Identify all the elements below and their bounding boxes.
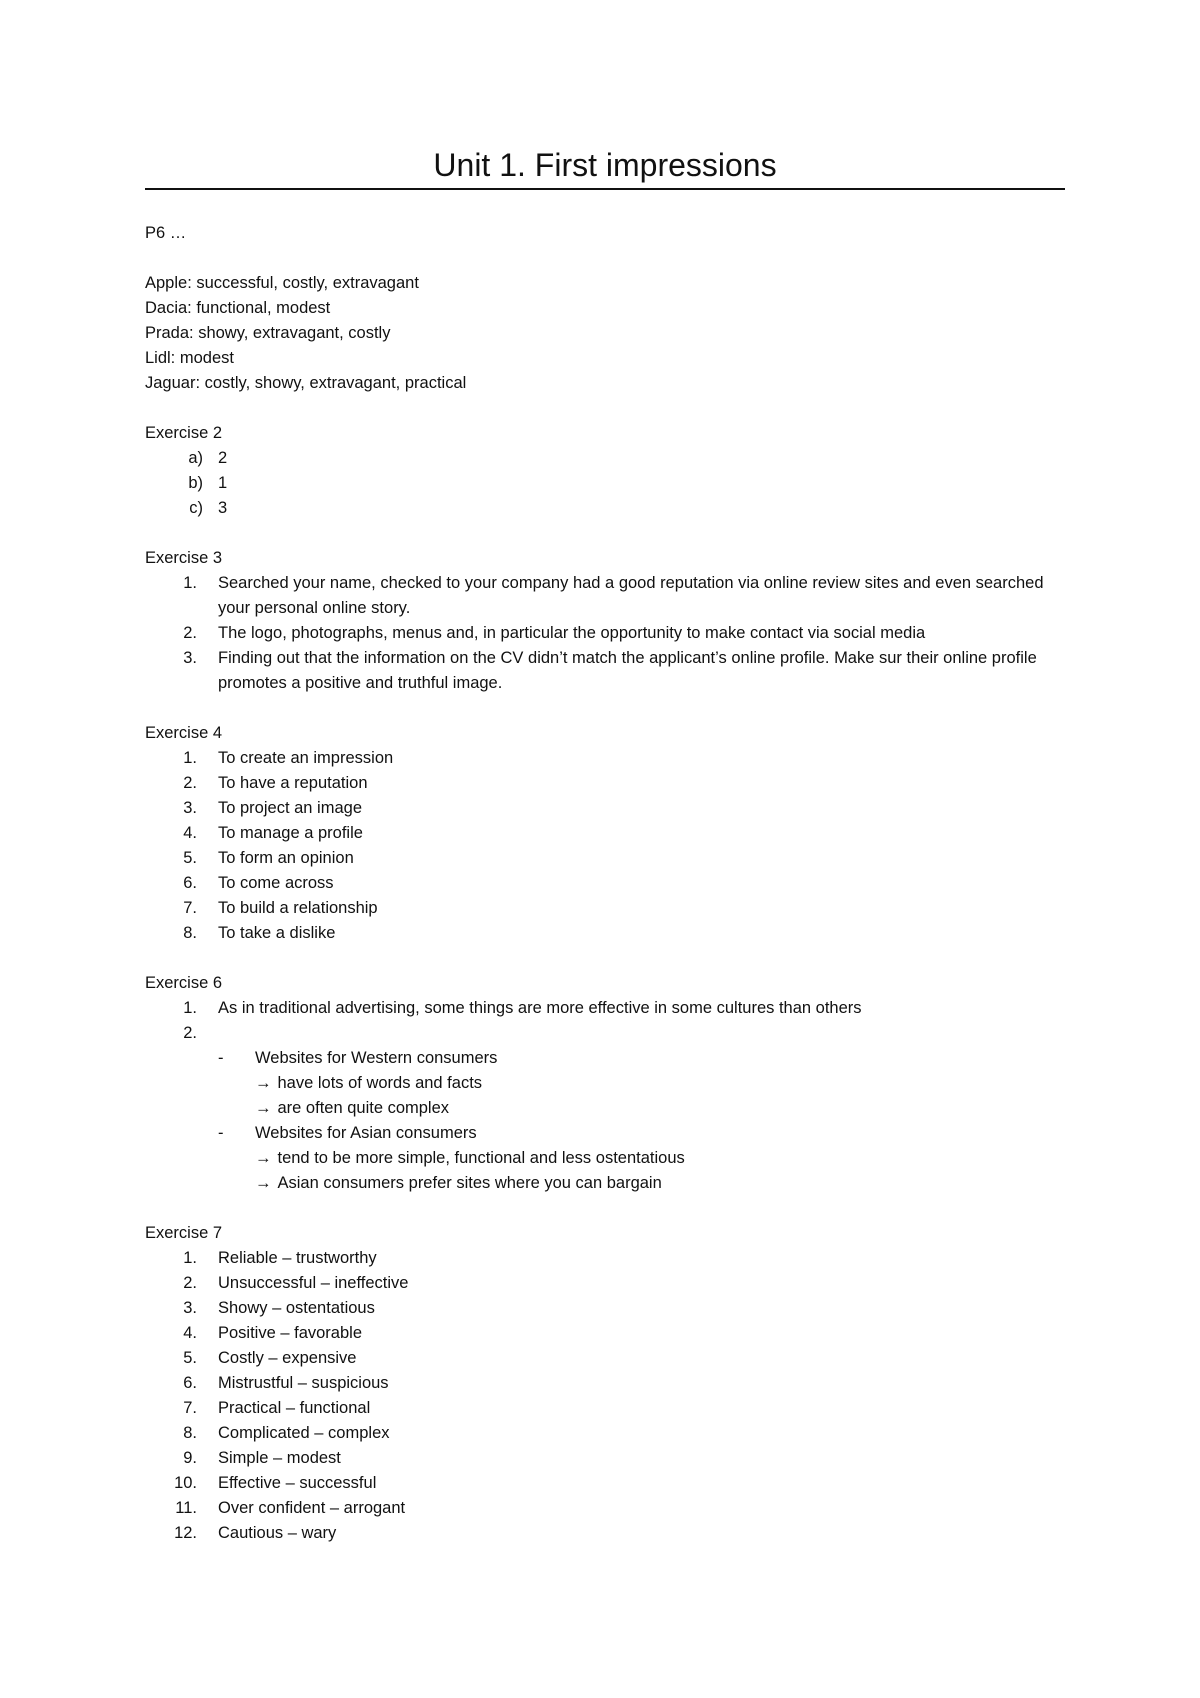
item-number: 10. xyxy=(174,1474,197,1492)
item-text: Positive – favorable xyxy=(218,1324,362,1342)
arrow-right-icon: → xyxy=(255,1074,272,1092)
item-letter: c) xyxy=(189,499,203,517)
p6-heading: P6 … xyxy=(145,224,187,242)
list-item xyxy=(145,646,1075,696)
list-item xyxy=(145,921,1075,946)
item-number: 2. xyxy=(183,1274,197,1292)
list-item xyxy=(145,846,1075,871)
list-item xyxy=(145,571,1075,621)
item-number: 5. xyxy=(183,1349,197,1367)
list-item xyxy=(145,1496,1075,1521)
item-text: Searched your name, checked to your company had a good reputation via online review sites and even searched your personal online story. xyxy=(218,574,1044,617)
item-text: Unsuccessful – ineffective xyxy=(218,1274,409,1292)
item-number: 5. xyxy=(183,849,197,867)
item-number: 11. xyxy=(175,1499,197,1517)
title-underline xyxy=(145,188,1065,190)
point-text: have lots of words and facts xyxy=(277,1074,483,1092)
item-number: 8. xyxy=(183,1424,197,1442)
item-text: To build a relationship xyxy=(218,899,378,917)
list-item xyxy=(145,821,1075,846)
list-item xyxy=(145,771,1075,796)
item-text: 2 xyxy=(218,449,228,467)
item-number: 3. xyxy=(183,1299,197,1317)
point-text: tend to be more simple, functional and less ostentatious xyxy=(277,1149,685,1167)
list-item xyxy=(145,871,1075,896)
p6-line: Lidl: modest xyxy=(145,349,234,367)
item-number: 9. xyxy=(183,1449,197,1467)
item-number: 1. xyxy=(183,574,197,592)
list-item xyxy=(145,896,1075,921)
dash-bullet: - xyxy=(218,1049,224,1067)
exercise-6-heading: Exercise 6 xyxy=(145,974,223,992)
item-number: 1. xyxy=(183,999,197,1017)
list-item xyxy=(145,1421,1075,1446)
item-text: Reliable – trustworthy xyxy=(218,1249,377,1267)
item-number: 4. xyxy=(183,824,197,842)
item-text: To come across xyxy=(218,874,334,892)
item-text: Complicated – complex xyxy=(218,1424,390,1442)
item-text: Mistrustful – suspicious xyxy=(218,1374,389,1392)
sub-item-text: Websites for Western consumers xyxy=(255,1049,498,1067)
exercise-2-heading: Exercise 2 xyxy=(145,424,223,442)
list-item xyxy=(145,471,1075,496)
item-letter: a) xyxy=(188,449,203,467)
item-text: To project an image xyxy=(218,799,362,817)
item-number: 7. xyxy=(183,899,197,917)
list-item xyxy=(145,796,1075,821)
list-item xyxy=(145,1296,1075,1321)
item-text: Simple – modest xyxy=(218,1449,341,1467)
item-text: The logo, photographs, menus and, in particular the opportunity to make contact via social media xyxy=(218,624,926,642)
exercise-3-heading: Exercise 3 xyxy=(145,549,223,567)
item-number: 12. xyxy=(174,1524,197,1542)
page-title: Unit 1. First impressions xyxy=(433,147,777,183)
item-text: 3 xyxy=(218,499,228,517)
exercise-4-heading: Exercise 4 xyxy=(145,724,223,742)
arrow-point xyxy=(145,1171,1075,1196)
list-item xyxy=(145,1446,1075,1471)
arrow-right-icon: → xyxy=(255,1099,272,1117)
p6-line: Jaguar: costly, showy, extravagant, practical xyxy=(145,374,467,392)
p6-line: Apple: successful, costly, extravagant xyxy=(145,274,419,292)
list-item xyxy=(145,996,1075,1021)
item-text: To create an impression xyxy=(218,749,394,767)
item-text: To take a dislike xyxy=(218,924,336,942)
arrow-point xyxy=(145,1096,1075,1121)
list-item xyxy=(145,1396,1075,1421)
point-text: Asian consumers prefer sites where you can bargain xyxy=(277,1174,662,1192)
item-number: 6. xyxy=(183,874,197,892)
item-number: 6. xyxy=(183,1374,197,1392)
sub-list-item xyxy=(145,1046,1075,1071)
p6-line: Dacia: functional, modest xyxy=(145,299,331,317)
item-text: Effective – successful xyxy=(218,1474,377,1492)
item-number: 3. xyxy=(183,799,197,817)
arrow-point xyxy=(145,1071,1075,1096)
list-item xyxy=(145,621,1075,646)
item-number: 1. xyxy=(183,749,197,767)
item-number: 8. xyxy=(183,924,197,942)
item-text: Over confident – arrogant xyxy=(218,1499,406,1517)
arrow-right-icon: → xyxy=(255,1174,272,1192)
item-text: To manage a profile xyxy=(218,824,363,842)
item-text: Practical – functional xyxy=(218,1399,371,1417)
point-text: are often quite complex xyxy=(277,1099,450,1117)
item-text: Showy – ostentatious xyxy=(218,1299,375,1317)
list-item xyxy=(145,1471,1075,1496)
item-number: 2. xyxy=(183,774,197,792)
item-letter: b) xyxy=(188,474,203,492)
list-item xyxy=(145,446,1075,471)
list-item xyxy=(145,1246,1075,1271)
document-body xyxy=(145,221,1075,1546)
item-text: To have a reputation xyxy=(218,774,368,792)
item-text: To form an opinion xyxy=(218,849,354,867)
item-number: 2. xyxy=(183,1024,197,1042)
arrow-point xyxy=(145,1146,1075,1171)
list-item xyxy=(145,1371,1075,1396)
list-item xyxy=(145,496,1075,521)
list-item xyxy=(145,1271,1075,1296)
item-text: Cautious – wary xyxy=(218,1524,337,1542)
item-number: 2. xyxy=(183,624,197,642)
item-text: As in traditional advertising, some things are more effective in some cultures than others xyxy=(218,999,862,1017)
exercise-7-heading: Exercise 7 xyxy=(145,1224,223,1242)
list-item xyxy=(145,1321,1075,1346)
arrow-right-icon: → xyxy=(255,1149,272,1167)
item-text: Costly – expensive xyxy=(218,1349,357,1367)
sub-item-text: Websites for Asian consumers xyxy=(255,1124,477,1142)
item-number: 3. xyxy=(183,649,197,667)
item-text: 1 xyxy=(218,474,228,492)
sub-list-item xyxy=(145,1121,1075,1146)
list-item xyxy=(145,1521,1075,1546)
item-text: Finding out that the information on the CV didn’t match the applicant’s online profile. Make sur their online profile promotes a positive and truthful image. xyxy=(218,649,1037,692)
item-number: 1. xyxy=(183,1249,197,1267)
dash-bullet: - xyxy=(218,1124,224,1142)
item-number: 7. xyxy=(183,1399,197,1417)
list-item xyxy=(145,746,1075,771)
list-item xyxy=(145,1021,1075,1046)
item-number: 4. xyxy=(183,1324,197,1342)
list-item xyxy=(145,1346,1075,1371)
p6-line: Prada: showy, extravagant, costly xyxy=(145,324,391,342)
